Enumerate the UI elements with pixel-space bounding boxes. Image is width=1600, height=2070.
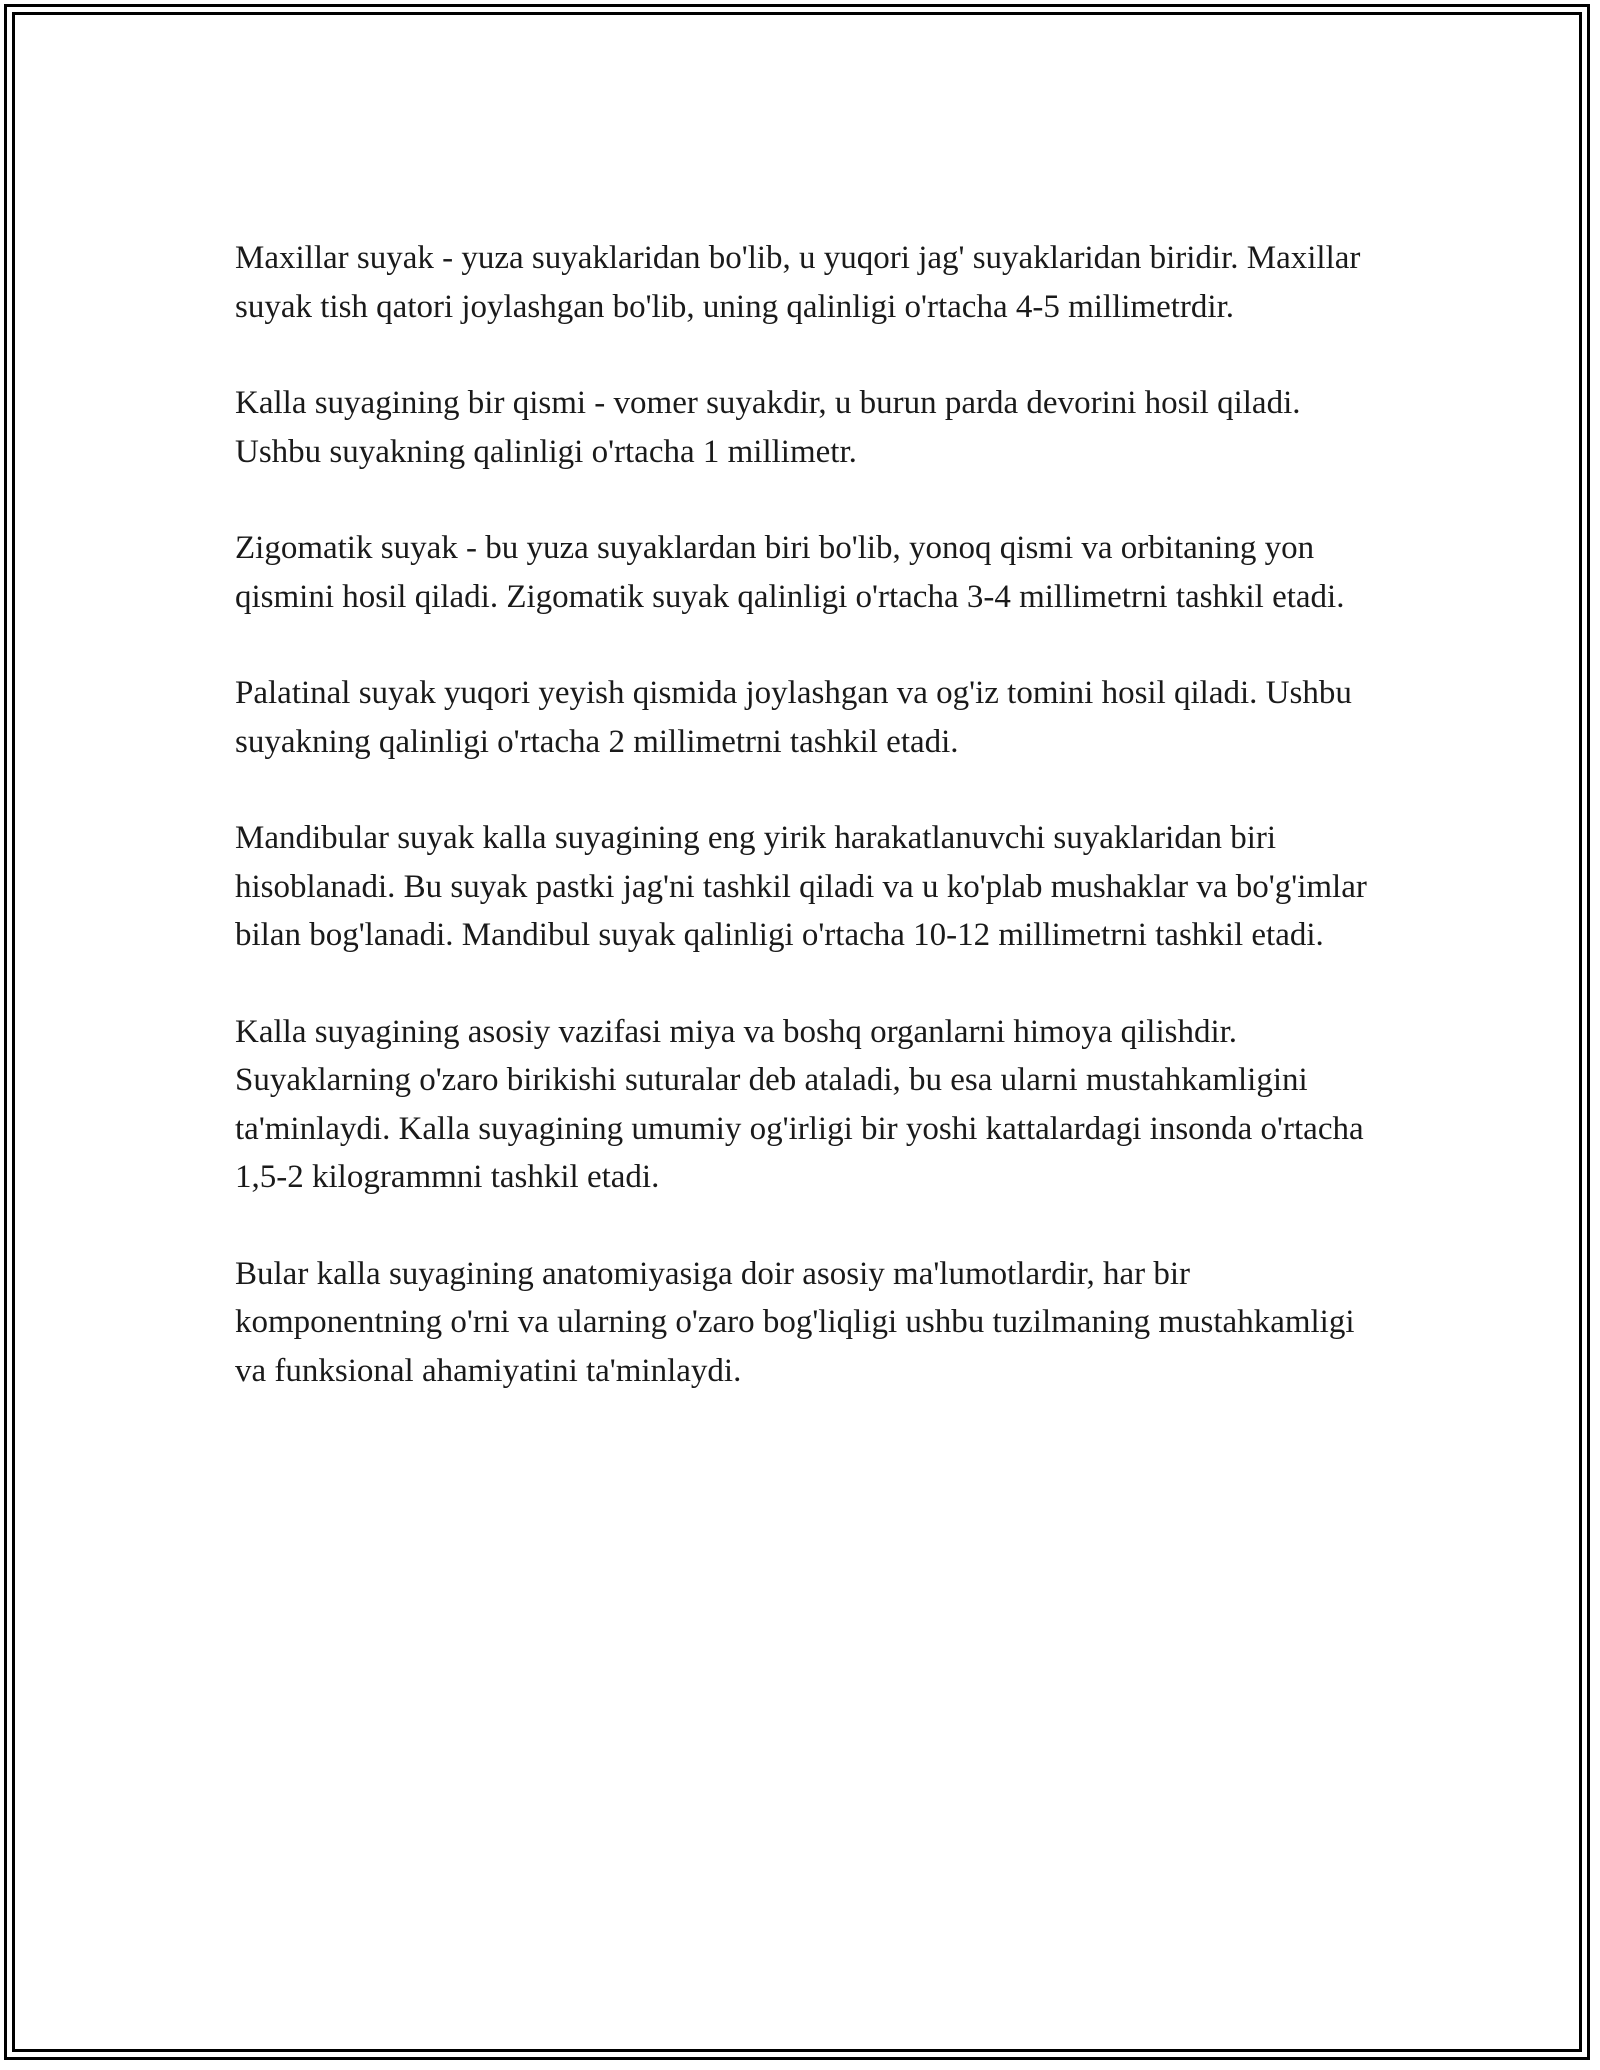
paragraph-palatinal: Palatinal suyak yuqori yeyish qismida joylashgan va og'iz tomini hosil qiladi. Ushbu suyakning qalinligi o'rtacha 2 millimetrni tashkil etadi. <box>235 675 1352 760</box>
paragraph-maxillar: Maxillar suyak - yuza suyaklaridan bo'lib, u yuqori jag' suyaklaridan biridir. Maxillar suyak tish qatori joylashgan bo'lib, uning qalinligi o'rtacha 4-5 millimetrdir. <box>235 240 1361 325</box>
document-body <box>235 234 1370 1443</box>
paragraph-xulosa: Bular kalla suyagining anatomiyasiga doir asosiy ma'lumotlardir, har bir komponentning o'rni va ularning o'zaro bog'liqligi ushbu tuzilmaning mustahkamligi va funksional ahamiyatini ta'minlaydi. <box>235 1255 1355 1389</box>
paragraph-kalla-vazifasi: Kalla suyagining asosiy vazifasi miya va boshq organlarni himoya qilishdir. Suyaklarning o'zaro birikishi suturalar deb ataladi, bu esa ularni mustahkamligini ta'minlaydi. Kalla suyagining umumiy og'irligi bir yoshi kattalardagi insonda o'rtacha 1,5-2 kilogrammni tashkil etadi. <box>235 1013 1364 1195</box>
paragraph-mandibular: Mandibular suyak kalla suyagining eng yirik harakatlanuvchi suyaklaridan biri hisoblanadi. Bu suyak pastki jag'ni tashkil qiladi va u ko'plab mushaklar va bo'g'imlar bilan bog'lanadi. Mandibul suyak qalinligi o'rtacha 10-12 millimetrni tashkil etadi. <box>235 820 1367 953</box>
paragraph-zigomatik: Zigomatik suyak - bu yuza suyaklardan biri bo'lib, yonoq qismi va orbitaning yon qismini hosil qiladi. Zigomatik suyak qalinligi o'rtacha 3-4 millimetrni tashkil etadi. <box>235 530 1345 615</box>
paragraph-vomer: Kalla suyagining bir qismi - vomer suyakdir, u burun parda devorini hosil qiladi. Ushbu suyakning qalinligi o'rtacha 1 millimetr. <box>235 385 1301 470</box>
